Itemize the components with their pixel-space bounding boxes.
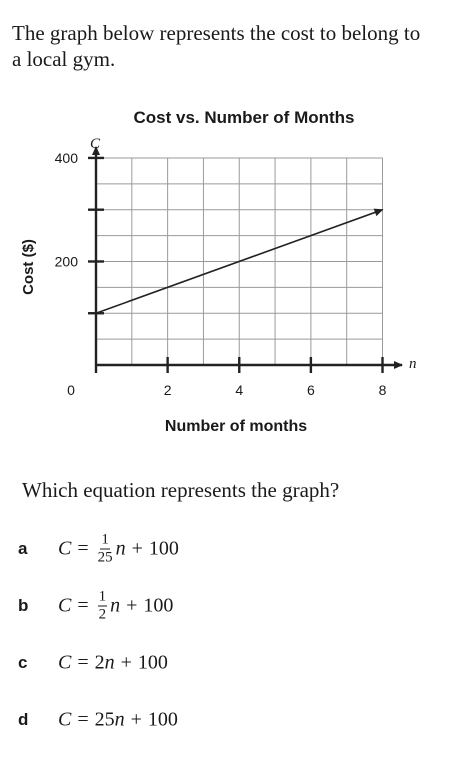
equals-sign: = <box>77 651 89 674</box>
equals-sign: = <box>77 708 89 731</box>
equation-lhs: C <box>58 594 72 617</box>
axis-ticks <box>55 147 402 398</box>
x-axis-variable: n <box>409 356 417 372</box>
y-tick-label: 400 <box>54 149 78 166</box>
choice-b[interactable] <box>18 586 398 626</box>
intro-text: The graph below represents the cost to belong to a local gym. <box>12 21 421 71</box>
equation-variable: n <box>110 594 121 617</box>
plus-sign: + <box>131 537 143 560</box>
fraction-numerator: 1 <box>101 531 109 548</box>
equation <box>58 652 168 675</box>
origin-label: 0 <box>67 382 75 398</box>
equation-coefficient: 25 <box>94 708 115 731</box>
fraction-denominator: 2 <box>98 606 107 623</box>
plus-sign: + <box>120 651 132 674</box>
plus-sign: + <box>130 708 142 731</box>
x-axis-label: Number of months <box>164 418 308 435</box>
x-tick-label: 4 <box>235 382 244 398</box>
choice-letter: b <box>18 596 29 615</box>
equation-constant: 100 <box>143 594 174 617</box>
equation-lhs: C <box>58 537 72 560</box>
fraction-numerator: 1 <box>98 588 107 605</box>
equation-constant: 100 <box>137 651 168 674</box>
equals-sign: = <box>77 594 89 617</box>
x-tick-label: 6 <box>306 382 315 398</box>
fraction <box>98 532 113 567</box>
x-tick-label: 8 <box>378 382 387 398</box>
fraction <box>98 589 108 624</box>
equation-variable: n <box>115 537 126 560</box>
choice-letter: a <box>18 539 28 558</box>
y-tick-label: 200 <box>54 253 78 270</box>
cost-chart <box>0 95 456 445</box>
plus-sign: + <box>126 594 138 617</box>
equation <box>58 532 179 567</box>
equation <box>58 589 173 624</box>
equation-variable: n <box>104 651 115 674</box>
equals-sign: = <box>77 537 89 560</box>
choice-c[interactable] <box>18 643 398 683</box>
fraction-denominator: 25 <box>97 549 113 566</box>
y-axis-label: Cost ($) <box>20 239 37 295</box>
choice-a[interactable] <box>18 529 398 569</box>
equation-coefficient: 2 <box>94 651 105 674</box>
choice-letter: d <box>18 710 29 729</box>
equation-lhs: C <box>58 708 72 731</box>
equation-constant: 100 <box>148 537 179 560</box>
choice-letter: c <box>18 653 28 672</box>
choice-d[interactable] <box>18 700 398 740</box>
equation-constant: 100 <box>147 708 178 731</box>
chart-title: Cost vs. Number of Months <box>133 108 355 127</box>
x-tick-label: 2 <box>163 382 172 398</box>
equation <box>58 709 178 732</box>
y-axis-variable: C <box>89 136 101 152</box>
question-text: Which equation represents the graph? <box>22 478 340 502</box>
equation-variable: n <box>114 708 125 731</box>
equation-lhs: C <box>58 651 72 674</box>
